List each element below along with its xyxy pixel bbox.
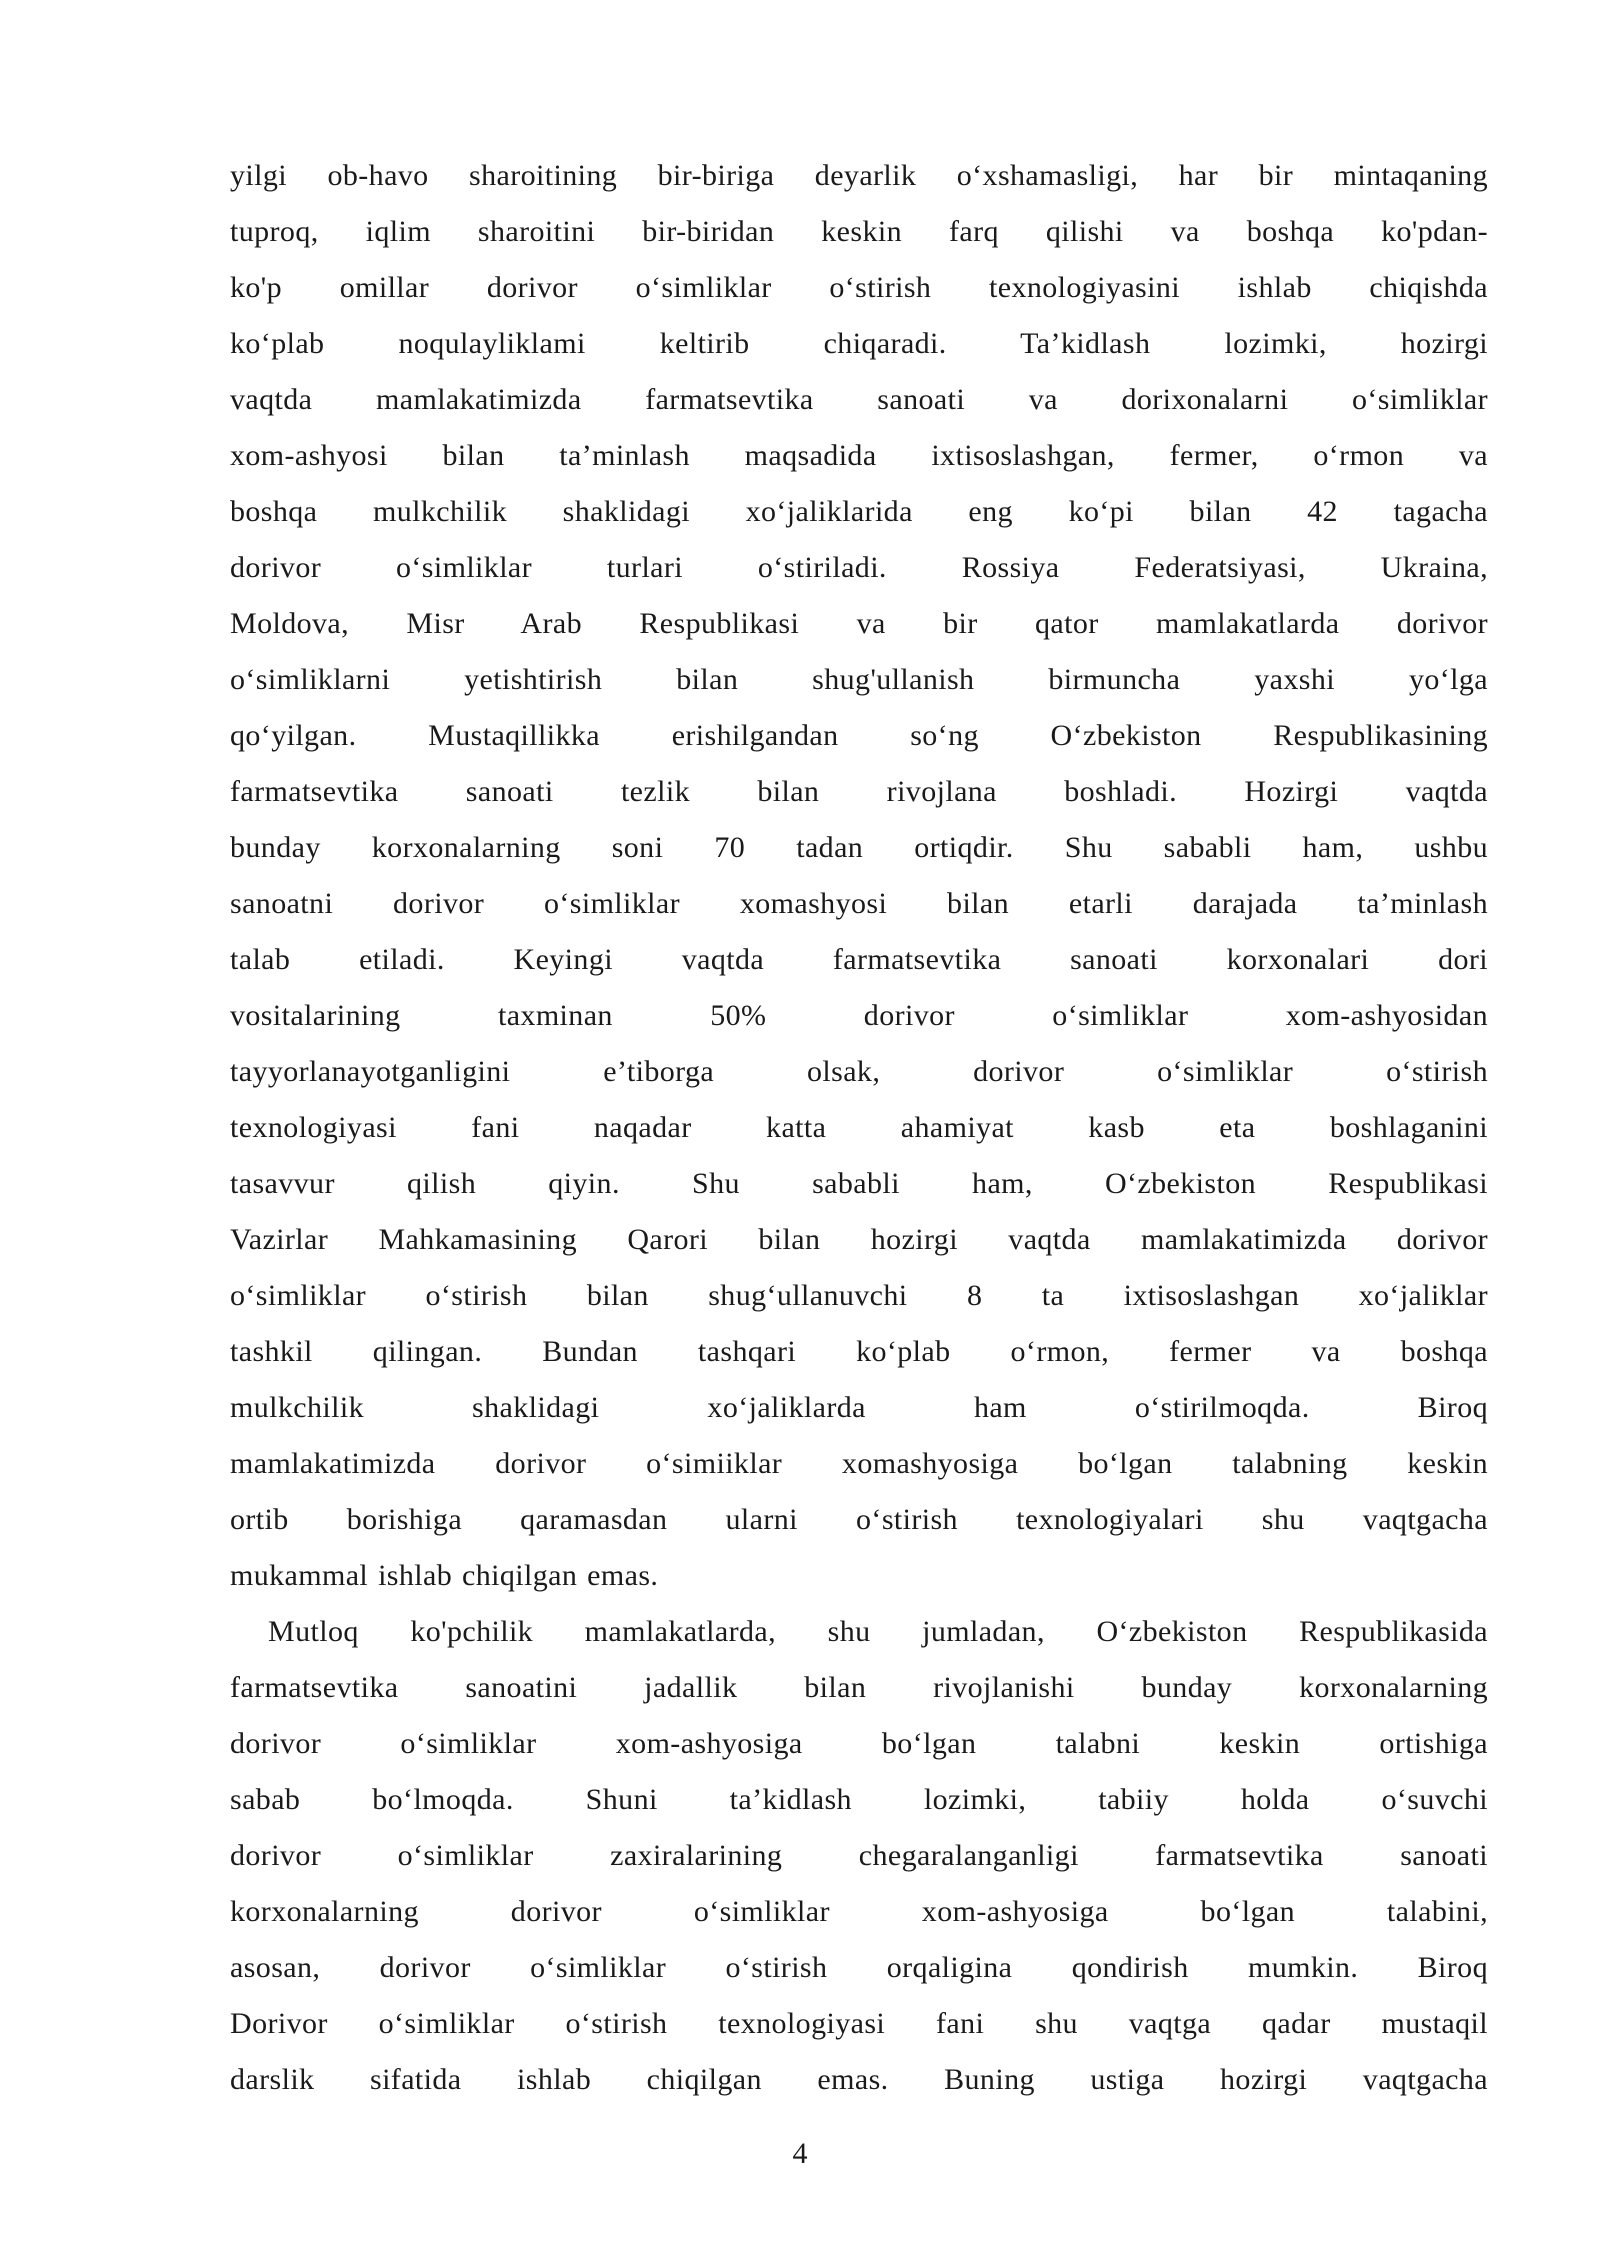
- text-line: mulkchilik shaklidagi xo‘jaliklarda ham o‘stirilmoqda. Biroq: [230, 1391, 1488, 1424]
- text-line: sabab bo‘lmoqda. Shuni ta’kidlash lozimki, tabiiy holda o‘suvchi: [230, 1783, 1488, 1816]
- text-line: o‘simliklar o‘stirish bilan shug‘ullanuvchi 8 ta ixtisoslashgan xo‘jaliklar: [230, 1279, 1488, 1312]
- text-line: tuproq, iqlim sharoitini bir-biridan keskin farq qilishi va boshqa ko'pdan-: [230, 215, 1488, 248]
- text-line: dorivor o‘simliklar zaxiralarining chegaralanganligi farmatsevtika sanoati: [230, 1839, 1488, 1872]
- text-line: o‘simliklarni yetishtirish bilan shug'ullanish birmuncha yaxshi yo‘lga: [230, 663, 1488, 696]
- text-line: xom-ashyosi bilan ta’minlash maqsadida ixtisoslashgan, fermer, o‘rmon va: [230, 439, 1488, 472]
- text-line: tashkil qilingan. Bundan tashqari ko‘plab o‘rmon, fermer va boshqa: [230, 1335, 1488, 1368]
- text-line: dorivor o‘simliklar xom-ashyosiga bo‘lgan talabni keskin ortishiga: [230, 1727, 1488, 1760]
- text-line: ko‘plab noqulayliklami keltirib chiqaradi. Ta’kidlash lozimki, hozirgi: [230, 327, 1488, 360]
- text-line: sanoatni dorivor o‘simliklar xomashyosi bilan etarli darajada ta’minlash: [230, 887, 1488, 920]
- text-line: qo‘yilgan. Mustaqillikka erishilgandan so‘ng O‘zbekiston Respublikasining: [230, 719, 1488, 752]
- paragraph: [230, 148, 1488, 1604]
- text-line: tasavvur qilish qiyin. Shu sababli ham, O‘zbekiston Respublikasi: [230, 1167, 1488, 1200]
- text-line: ortib borishiga qaramasdan ularni o‘stirish texnologiyalari shu vaqtgacha: [230, 1503, 1488, 1536]
- text-line: darslik sifatida ishlab chiqilgan emas. Buning ustiga hozirgi vaqtgacha: [230, 2063, 1488, 2096]
- text-line: Mutloq ko'pchilik mamlakatlarda, shu jumladan, O‘zbekiston Respublikasida: [268, 1615, 1488, 1648]
- text-line: talab etiladi. Keyingi vaqtda farmatsevtika sanoati korxonalari dori: [230, 943, 1488, 976]
- paragraph: [230, 1604, 1488, 2108]
- text-line: vaqtda mamlakatimizda farmatsevtika sanoati va dorixonalarni o‘simliklar: [230, 383, 1488, 416]
- text-line: farmatsevtika sanoati tezlik bilan rivojlana boshladi. Hozirgi vaqtda: [230, 775, 1488, 808]
- text-line: texnologiyasi fani naqadar katta ahamiyat kasb eta boshlaganini: [230, 1111, 1488, 1144]
- text-line: asosan, dorivor o‘simliklar o‘stirish orqaligina qondirish mumkin. Biroq: [230, 1951, 1488, 1984]
- text-line: vositalarining taxminan 50% dorivor o‘simliklar xom-ashyosidan: [230, 999, 1488, 1032]
- text-line: mamlakatimizda dorivor o‘simiiklar xomashyosiga bo‘lgan talabning keskin: [230, 1447, 1488, 1480]
- text-line: korxonalarning dorivor o‘simliklar xom-ashyosiga bo‘lgan talabini,: [230, 1895, 1488, 1928]
- text-line: bunday korxonalarning soni 70 tadan ortiqdir. Shu sababli ham, ushbu: [230, 831, 1488, 864]
- text-line: mukammal ishlab chiqilgan emas.: [230, 1559, 659, 1592]
- text-line: dorivor o‘simliklar turlari o‘stiriladi. Rossiya Federatsiyasi, Ukraina,: [230, 551, 1488, 584]
- text-line: Vazirlar Mahkamasining Qarori bilan hozirgi vaqtda mamlakatimizda dorivor: [230, 1223, 1488, 1256]
- text-line: yilgi ob-havo sharoitining bir-biriga deyarlik o‘xshamasligi, har bir mintaqaning: [230, 159, 1488, 192]
- page-number: 4: [792, 2137, 808, 2170]
- text-line: Moldova, Misr Arab Respublikasi va bir qator mamlakatlarda dorivor: [230, 607, 1488, 640]
- text-line: Dorivor o‘simliklar o‘stirish texnologiyasi fani shu vaqtga qadar mustaqil: [230, 2007, 1488, 2040]
- text-line: ko'p omillar dorivor o‘simliklar o‘stirish texnologiyasini ishlab chiqishda: [230, 271, 1488, 304]
- text-line: tayyorlanayotganligini e’tiborga olsak, dorivor o‘simliklar o‘stirish: [230, 1055, 1488, 1088]
- text-line: farmatsevtika sanoatini jadallik bilan rivojlanishi bunday korxonalarning: [230, 1671, 1488, 1704]
- body-text: [230, 148, 1488, 2108]
- text-line: boshqa mulkchilik shaklidagi xo‘jaliklarida eng ko‘pi bilan 42 tagacha: [230, 495, 1488, 528]
